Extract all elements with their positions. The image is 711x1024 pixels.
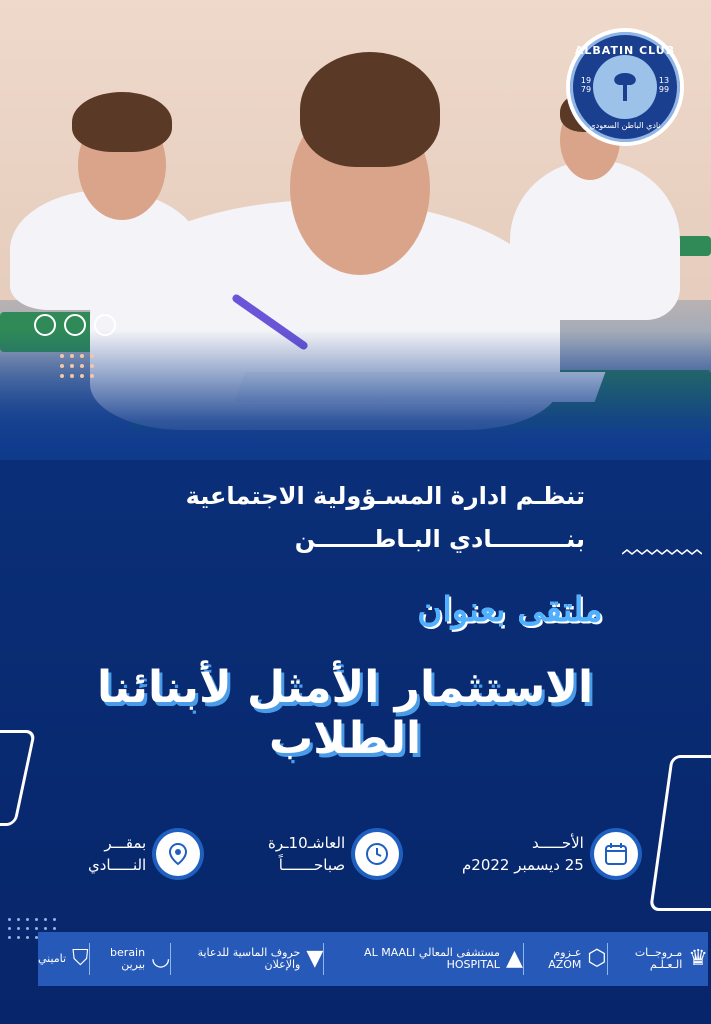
time-hour: العاشـ10ـرة (268, 834, 346, 852)
club-logo (566, 28, 684, 146)
logo-year-right: 13 99 (658, 76, 670, 94)
date-day: الأحـــــد (531, 834, 584, 852)
decor-rings (34, 314, 116, 336)
organizer-line-1: تنظـم ادارة المسـؤولية الاجتماعية (185, 482, 585, 510)
event-subtitle: ملتقى بعنوان (417, 590, 603, 630)
zigzag-decor (622, 548, 702, 560)
crown-mark-icon: ♛ (688, 946, 708, 971)
sponsor-item (524, 947, 607, 971)
sponsor-item (38, 948, 89, 970)
info-place (88, 832, 200, 876)
date-value: 25 ديسمبر 2022م (462, 856, 584, 874)
decor-frame-right (649, 755, 711, 911)
hexagon-mark-icon: ⬡ (587, 946, 607, 971)
tree-icon (593, 55, 657, 119)
sponsor-divider (323, 943, 324, 975)
sponsor-divider (607, 943, 608, 975)
location-icon (156, 832, 200, 876)
clock-icon (355, 832, 399, 876)
event-title: الاستثمار الأمثل لأبنائنا الطلاب (96, 662, 594, 764)
decor-dots (60, 354, 94, 378)
sponsor-name: حروف الماسية للدعاية والإعلان (197, 946, 301, 971)
logo-name-ar: نادي الباطن السعودي (589, 121, 661, 130)
sponsors-bar (38, 932, 708, 986)
sponsor-item (608, 947, 708, 971)
shield-mark-icon: ⛉ (72, 946, 89, 971)
place-line-2: النـــــادي (88, 856, 147, 874)
diamond-mark-icon: ▼ (306, 946, 324, 971)
sponsor-item (90, 947, 171, 971)
sponsor-name: مستشفى المعالي AL MAALI HOSPITAL (364, 946, 500, 971)
info-date (462, 832, 638, 876)
water-mark-icon: ◡ (151, 946, 171, 971)
decor-frame-left (0, 730, 36, 826)
place-line-1: بمقـــر (104, 834, 147, 852)
logo-name-en: ALBATIN CLUB (574, 44, 676, 57)
calendar-icon (594, 832, 638, 876)
sponsor-item (324, 947, 523, 971)
sponsor-name: عـزوم AZOM (548, 946, 582, 971)
sponsor-item (171, 947, 323, 971)
sponsor-divider (523, 943, 524, 975)
info-time (268, 832, 399, 876)
sponsor-name: مـروجــات الـعـلـم (634, 946, 683, 971)
sponsor-divider (170, 943, 171, 975)
time-period: صباحـــــــاً (278, 856, 346, 874)
sponsor-name: berain بيرين (110, 946, 146, 971)
triangle-mark-icon: ▲ (505, 946, 523, 971)
logo-year-left: 19 79 (580, 76, 592, 94)
organizer-line-2: بنـــــــــادي البـاطـــــــن (294, 525, 585, 553)
sponsor-name: تاميني (37, 952, 67, 965)
